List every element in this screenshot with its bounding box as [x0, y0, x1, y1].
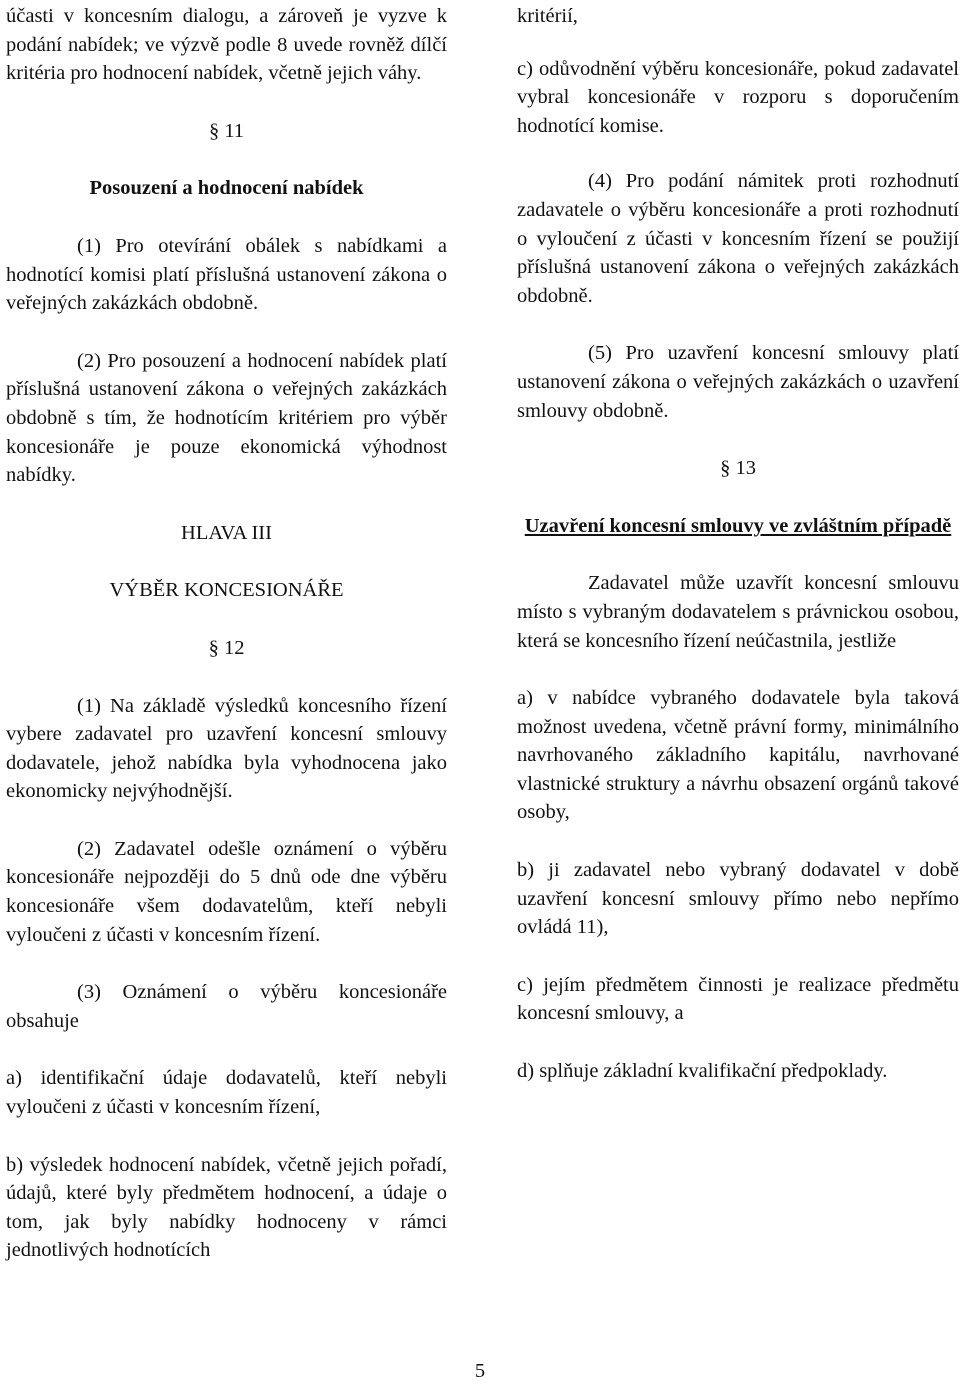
section-13-number: § 13 — [720, 457, 756, 480]
section-13-item-c: c) jejím předmětem činnosti je realizace předmětu koncesní smlouvy, a — [517, 973, 959, 1025]
section-13-item-b: b) ji zadavatel nebo vybraný dodavatel v době uzavření koncesní smlouvy přímo nebo nepřímo ovládá 11), — [517, 859, 959, 939]
section-12-item-a: a) identifikační údaje dodavatelů, kteří nebyli vyloučeni z účasti v koncesním řízení, — [6, 1067, 447, 1119]
section-12-number: § 12 — [208, 636, 245, 659]
section-12-item-b: b) výsledek hodnocení nabídek, včetně jejich pořadí, údajů, které byly předmětem hodnocení, a údaje o tom, jak byly nabídky hodnoceny v rámci jednotlivých hodnotících — [6, 1153, 447, 1262]
chapter-number: HLAVA III — [181, 521, 272, 544]
left-column — [6, 2, 447, 1265]
section-12-paragraph-5: (5) Pro uzavření koncesní smlouvy platí ustanovení zákona o veřejných zakázkách o uzavření smlouvy obdobně. — [517, 342, 959, 422]
section-11-title: Posouzení a hodnocení nabídek — [89, 177, 364, 200]
section-12-paragraph-2: (2) Zadavatel odešle oznámení o výběru koncesionáře nejpozději do 5 dnů ode dne výběru koncesionáře všem dodavatelům, kteří nebyli vyloučeni z účasti v koncesním řízení. — [6, 837, 447, 946]
intro-paragraph: účasti v koncesním dialogu, a zároveň je vyzve k podání nabídek; ve výzvě podle 8 uvede rovněž dílčí kritéria pro hodnocení nabídek, včetně jejich váhy. — [6, 5, 447, 85]
section-11-paragraph-1: (1) Pro otevírání obálek s nabídkami a hodnotící komisi platí příslušná ustanovení zákona o veřejných zakázkách obdobně. — [6, 234, 447, 315]
section-12-paragraph-4: (4) Pro podání námitek proti rozhodnutí zadavatele o výběru koncesionáře a proti rozhodnutí o vyloučení z účasti v koncesním řízení se použijí příslušná ustanovení zákona o veřejných zakázkách obdobně. — [517, 170, 959, 307]
continuation-text: kritérií, — [517, 5, 578, 27]
section-13-title: Uzavření koncesní smlouvy ve zvláštním případě — [524, 514, 952, 537]
section-13-item-d: d) splňuje základní kvalifikační předpoklady. — [517, 1060, 888, 1083]
section-12-paragraph-3: (3) Oznámení o výběru koncesionáře obsahuje — [6, 981, 447, 1032]
section-13-item-a: a) v nabídce vybraného dodavatele byla taková možnost uvedena, včetně právní formy, minimálního navrhovaného základního kapitálu, navrhované vlastnické struktury a návrhu obsazení orgánů takové osoby, — [517, 687, 959, 824]
section-13-intro: Zadavatel může uzavřít koncesní smlouvu místo s vybraným dodavatelem s právnickou osobou, která se koncesního řízení neúčastnila, jestliže — [517, 572, 959, 652]
section-12-paragraph-1: (1) Na základě výsledků koncesního řízení vybere zadavatel pro uzavření koncesní smlouvy dodavatele, jehož nabídka byla vyhodnocena jako ekonomicky nejvýhodnější. — [6, 694, 447, 803]
chapter-title: VÝBĚR KONCESIONÁŘE — [109, 579, 344, 602]
section-12-item-c: c) odůvodnění výběru koncesionáře, pokud zadavatel vybral koncesionáře v rozporu s doporučením hodnotící komise. — [517, 57, 959, 137]
section-11-paragraph-2: (2) Pro posouzení a hodnocení nabídek platí příslušná ustanovení zákona o veřejných zakázkách obdobně s tím, že hodnotícím kritériem pro výběr koncesionáře je pouze ekonomická výhodnost nabídky. — [6, 349, 447, 487]
right-column — [517, 2, 959, 1086]
page-number: 5 — [474, 1360, 486, 1382]
section-11-number: § 11 — [208, 119, 245, 142]
